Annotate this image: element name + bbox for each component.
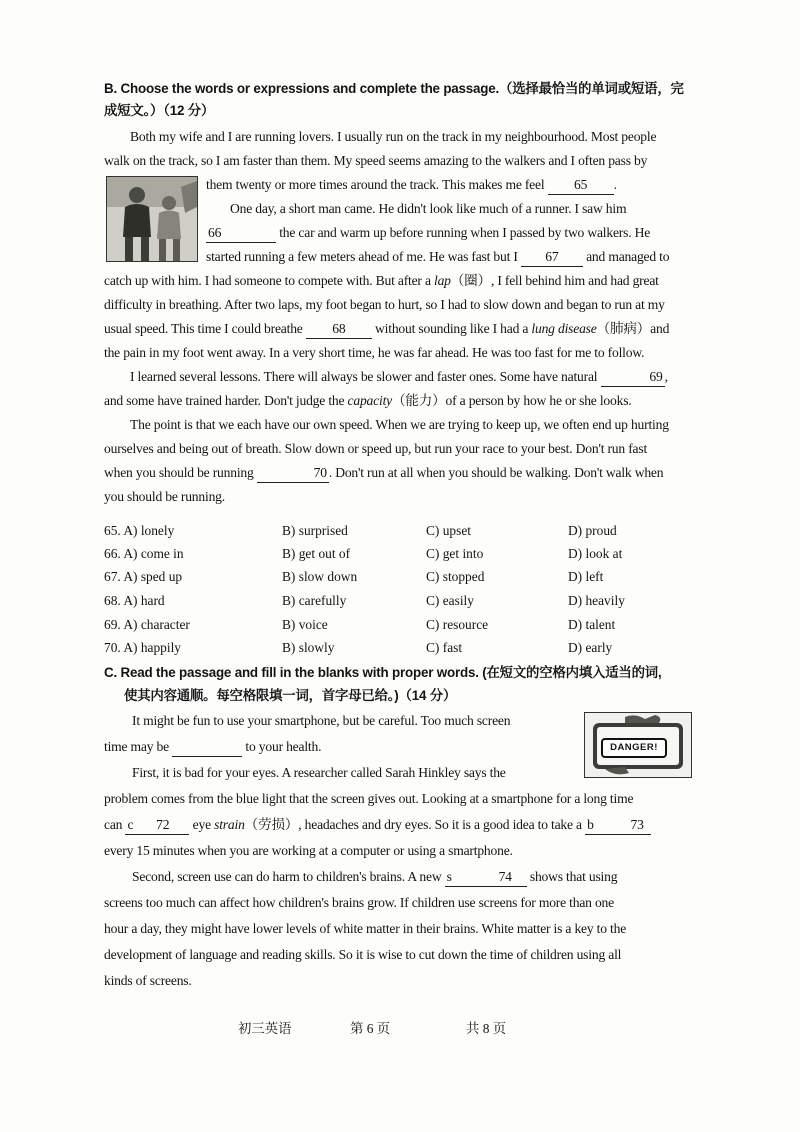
passage-b-line bbox=[104, 392, 631, 410]
passage-text: time may be bbox=[104, 739, 173, 754]
passage-c-line: screens too much can affect how children's brains grow. If children use screens for more than one bbox=[104, 895, 614, 910]
section-c-heading-cont: 使其内容通顺。每空格限填一词，首字母已给。)（14 分） bbox=[124, 688, 457, 703]
passage-c-line bbox=[104, 816, 651, 835]
passage-text: and managed to bbox=[582, 249, 670, 264]
passage-text: and some have trained harder. Don't judge the bbox=[104, 393, 348, 408]
option-d: D) talent bbox=[568, 617, 616, 632]
passage-text: , bbox=[664, 369, 668, 384]
passage-c-line bbox=[104, 738, 321, 757]
blank-68: 68 bbox=[306, 320, 372, 339]
option-a: 70. A) happily bbox=[104, 640, 181, 655]
passage-b-line: Both my wife and I are running lovers. I usually run on the track in my neighbourhood. Most people bbox=[130, 129, 657, 144]
passage-text: . Don't run at all when you should be walking. Don't walk when bbox=[328, 465, 664, 480]
blank-65: 65 bbox=[548, 176, 614, 195]
passage-b-line bbox=[104, 320, 669, 339]
option-d: D) heavily bbox=[568, 593, 625, 608]
blank-73 bbox=[585, 816, 651, 835]
italic-term: lung disease bbox=[531, 321, 597, 336]
danger-sign: DANGER! bbox=[601, 738, 667, 758]
passage-text: them twenty or more times around the track. This makes me feel bbox=[206, 177, 548, 192]
option-c: C) upset bbox=[426, 523, 472, 538]
option-b: B) voice bbox=[282, 617, 328, 632]
passage-text: I learned several lessons. There will always be slower and faster ones. Some have natural bbox=[130, 369, 601, 384]
passage-text: shows that using bbox=[526, 869, 618, 884]
section-c-heading: C. Read the passage and fill in the blanks with proper words. (在短文的空格内填入适当的词, bbox=[104, 665, 662, 680]
option-b: B) slowly bbox=[282, 640, 335, 655]
passage-text: （能力）of a person by how he or she looks. bbox=[391, 393, 632, 408]
footer-subject: 初三英语 bbox=[238, 1021, 292, 1036]
passage-c-line: First, it is bad for your eyes. A researcher called Sarah Hinkley says the bbox=[132, 765, 506, 780]
passage-text: catch up with him. I had someone to compete with. But after a bbox=[104, 273, 434, 288]
passage-c-line: problem comes from the blue light that the screen gives out. Looking at a smartphone for a long time bbox=[104, 791, 634, 806]
passage-b-line bbox=[206, 224, 650, 243]
blank-70: 70 bbox=[257, 464, 329, 483]
option-c: C) get into bbox=[426, 546, 484, 561]
blank-first-letter: s bbox=[446, 869, 452, 884]
section-b-heading-cont: 成短文。）（12 分） bbox=[104, 103, 215, 118]
passage-text: without sounding like I had a bbox=[371, 321, 532, 336]
passage-c-line: every 15 minutes when you are working at a computer or using a smartphone. bbox=[104, 843, 513, 858]
option-a: 65. A) lonely bbox=[104, 523, 175, 538]
runners-photo bbox=[106, 176, 198, 262]
passage-c-line bbox=[132, 868, 617, 887]
blank-72 bbox=[125, 816, 189, 835]
passage-text: （圈）, I fell behind him and had great bbox=[450, 273, 659, 288]
option-b: B) get out of bbox=[282, 546, 351, 561]
passage-b-line bbox=[206, 176, 617, 195]
option-d: D) proud bbox=[568, 523, 617, 538]
passage-b-line: One day, a short man came. He didn't look like much of a runner. I saw him bbox=[230, 201, 627, 216]
option-d: D) look at bbox=[568, 546, 623, 561]
passage-text: （劳损）, headaches and dry eyes. So it is a good idea to take a bbox=[244, 817, 586, 832]
option-c: C) easily bbox=[426, 593, 474, 608]
option-c: C) resource bbox=[426, 617, 489, 632]
passage-text: usual speed. This time I could breathe bbox=[104, 321, 306, 336]
section-b-heading: B. Choose the words or expressions and complete the passage.（选择最恰当的单词或短语，完 bbox=[104, 81, 684, 96]
option-a: 66. A) come in bbox=[104, 546, 184, 561]
passage-c-line: It might be fun to use your smartphone, but be careful. Too much screen bbox=[132, 713, 511, 728]
passage-b-line bbox=[206, 248, 669, 267]
passage-b-line: the pain in my foot went away. In a very short time, he was far ahead. He was too fast for me to follow. bbox=[104, 345, 645, 360]
option-b: B) slow down bbox=[282, 569, 358, 584]
passage-b-line bbox=[104, 272, 659, 290]
passage-text: . bbox=[613, 177, 617, 192]
blank-71 bbox=[172, 738, 242, 757]
passage-text: started running a few meters ahead of me. He was fast but I bbox=[206, 249, 521, 264]
passage-c-line: hour a day, they might have lower levels of white matter in their brains. White matter is a key to the bbox=[104, 921, 627, 936]
blank-number: 72 bbox=[156, 817, 170, 832]
danger-phone-image bbox=[584, 712, 692, 778]
passage-text: the car and warm up before running when I passed by two walkers. He bbox=[276, 225, 651, 240]
option-b: B) carefully bbox=[282, 593, 347, 608]
footer-page-number: 第 6 页 bbox=[350, 1021, 391, 1036]
italic-term: lap bbox=[434, 273, 451, 288]
passage-b-line: you should be running. bbox=[104, 489, 225, 504]
passage-c-line: kinds of screens. bbox=[104, 973, 192, 988]
blank-first-letter: b bbox=[587, 817, 594, 832]
passage-b-line bbox=[104, 464, 663, 483]
passage-text: eye bbox=[189, 817, 215, 832]
passage-b-line: difficulty in breathing. After two laps, my foot began to hurt, so I had to slow down and began to run at my bbox=[104, 297, 665, 312]
passage-text: to your health. bbox=[242, 739, 322, 754]
passage-text: Second, screen use can do harm to children's brains. A new bbox=[132, 869, 445, 884]
option-d: D) early bbox=[568, 640, 613, 655]
passage-b-line: walk on the track, so I am faster than them. My speed seems amazing to the walkers and I often pass by bbox=[104, 153, 648, 168]
blank-66: 66 bbox=[206, 224, 276, 243]
option-c: C) stopped bbox=[426, 569, 485, 584]
option-a: 69. A) character bbox=[104, 617, 190, 632]
passage-text: when you should be running bbox=[104, 465, 257, 480]
option-b: B) surprised bbox=[282, 523, 348, 538]
blank-69: 69 bbox=[601, 368, 665, 387]
italic-term: strain bbox=[214, 817, 245, 832]
passage-text: can bbox=[104, 817, 126, 832]
blank-first-letter: c bbox=[127, 817, 134, 832]
footer-total-pages: 共 8 页 bbox=[466, 1021, 507, 1036]
passage-text: （肺病）and bbox=[596, 321, 670, 336]
passage-c-line: development of language and reading skills. So it is wise to cut down the time of children using all bbox=[104, 947, 622, 962]
passage-b-line: ourselves and being out of breath. Slow down or speed up, but run your race to your best. Don't run fast bbox=[104, 441, 648, 456]
option-d: D) left bbox=[568, 569, 604, 584]
blank-number: 73 bbox=[630, 817, 644, 832]
blank-67: 67 bbox=[521, 248, 583, 267]
option-c: C) fast bbox=[426, 640, 463, 655]
option-a: 68. A) hard bbox=[104, 593, 165, 608]
passage-b-line bbox=[130, 368, 668, 387]
italic-term: capacity bbox=[347, 393, 392, 408]
runners-illustration bbox=[107, 177, 198, 262]
blank-number: 74 bbox=[498, 869, 512, 884]
passage-b-line: The point is that we each have our own speed. When we are trying to keep up, we often end up hurting bbox=[130, 417, 669, 432]
option-a: 67. A) sped up bbox=[104, 569, 183, 584]
blank-74 bbox=[445, 868, 527, 887]
